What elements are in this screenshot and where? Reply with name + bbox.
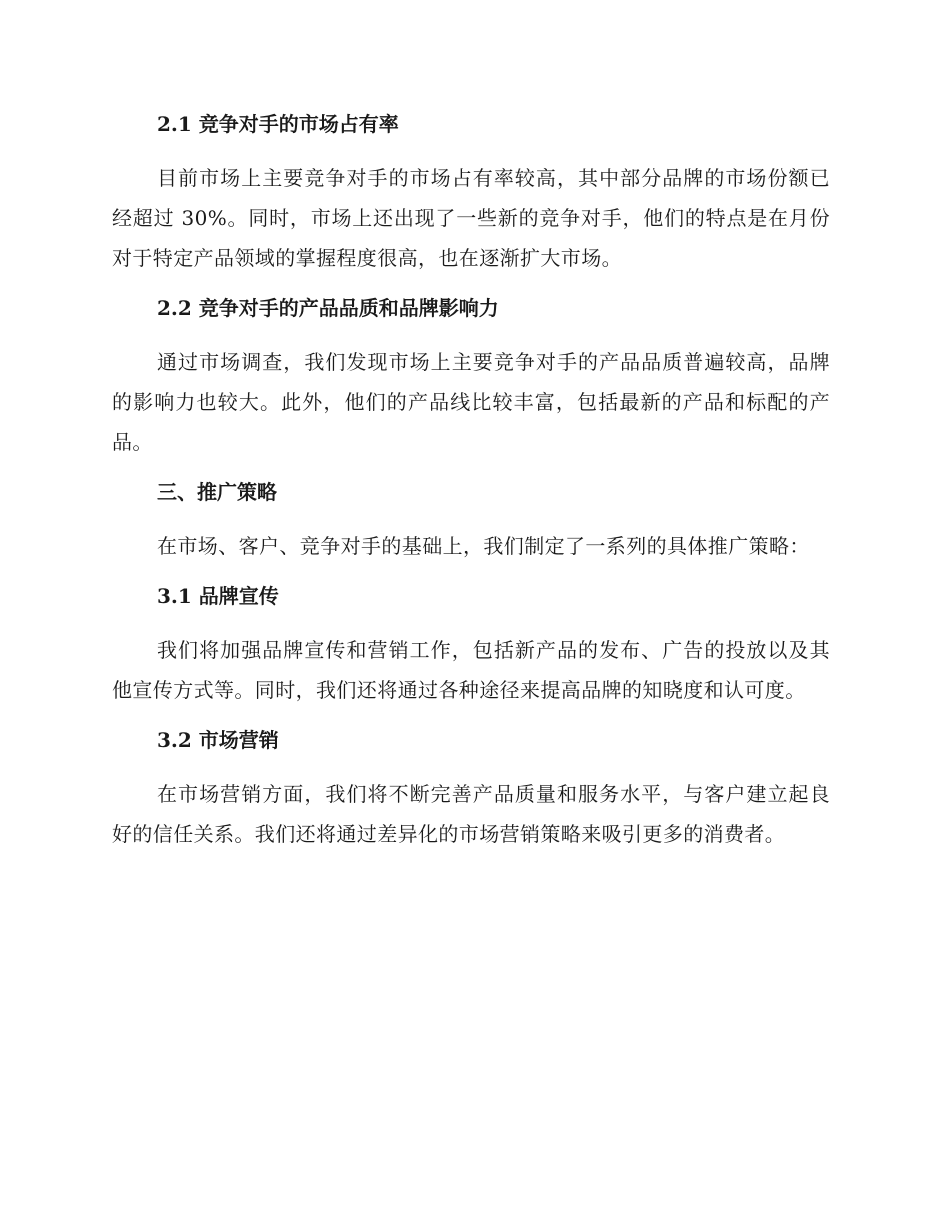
section-heading: 2.2 竞争对手的产品品质和品牌影响力 [157, 296, 499, 320]
section-heading: 2.1 竞争对手的市场占有率 [157, 112, 399, 136]
section-paragraph: 在市场营销方面，我们将不断完善产品质量和服务水平，与客户建立起良好的信任关系。我们还将通过差异化的市场营销策略来吸引更多的消费者。 [112, 782, 830, 846]
section-heading: 3.1 品牌宣传 [157, 584, 279, 608]
section-heading: 3.2 市场营销 [157, 728, 279, 752]
section-paragraph: 我们将加强品牌宣传和营销工作，包括新产品的发布、广告的投放以及其他宣传方式等。同时，我们还将通过各种途径来提高品牌的知晓度和认可度。 [112, 638, 830, 702]
section-paragraph: 目前市场上主要竞争对手的市场占有率较高，其中部分品牌的市场份额已经超过 30%。同时，市场上还出现了一些新的竞争对手，他们的特点是在月份对于特定产品领域的掌握程度很高，也在逐渐扩大市场。 [112, 166, 830, 270]
section-paragraph: 在市场、客户、竞争对手的基础上，我们制定了一系列的具体推广策略： [157, 534, 810, 558]
section-paragraph: 通过市场调查，我们发现市场上主要竞争对手的产品品质普遍较高，品牌的影响力也较大。此外，他们的产品线比较丰富，包括最新的产品和标配的产品。 [112, 350, 830, 454]
section-heading: 三、推广策略 [157, 480, 277, 504]
